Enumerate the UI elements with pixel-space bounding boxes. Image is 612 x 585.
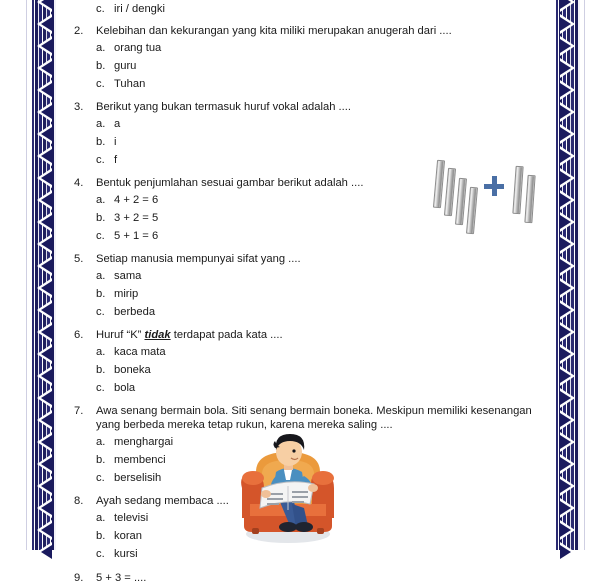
question-text — [96, 328, 552, 342]
question-text: Berikut yang bukan termasuk huruf vokal adalah .... — [96, 101, 351, 113]
stick-3 — [455, 178, 467, 226]
option-key: b. — [96, 288, 106, 300]
chevron-fill-icon — [41, 325, 52, 339]
plus-icon — [484, 176, 504, 196]
chevron-fill-icon — [560, 413, 571, 427]
man-reading-newspaper-illustration — [234, 428, 342, 546]
question-number: 5. — [74, 253, 84, 265]
chevron-fill-icon — [41, 39, 52, 53]
chevron-fill-icon — [560, 193, 571, 207]
chevron-fill-icon — [560, 61, 571, 75]
question-number: 3. — [74, 101, 84, 113]
option-value: mirip — [114, 288, 139, 300]
option-key: a. — [96, 270, 106, 282]
chevron-fill-icon — [560, 523, 571, 537]
chevron-fill-icon — [41, 17, 52, 31]
question-3 — [74, 100, 552, 167]
chevron-fill-icon — [560, 281, 571, 295]
list-item — [74, 135, 552, 149]
list-item — [74, 547, 552, 561]
option-value: guru — [114, 60, 137, 72]
option-key: c. — [96, 548, 105, 560]
question-5 — [74, 252, 552, 319]
question-stem — [74, 252, 552, 266]
stick-4 — [466, 187, 478, 235]
chevron-fill-icon — [560, 215, 571, 229]
chevron-fill-icon — [560, 171, 571, 185]
question-2 — [74, 24, 552, 91]
question-6 — [74, 328, 552, 395]
chevron-fill-icon — [41, 149, 52, 163]
reader-svg — [234, 428, 342, 546]
chevron-fill-icon — [560, 259, 571, 273]
option-value: f — [114, 154, 118, 166]
page-edge-line-left — [26, 0, 27, 550]
question-number: 9. — [74, 572, 84, 584]
chevron-fill-icon — [41, 413, 52, 427]
stick-2 — [444, 168, 456, 217]
question-number: 4. — [74, 177, 84, 189]
option-value: 4 + 2 = 6 — [114, 194, 159, 206]
list-item — [74, 363, 552, 377]
question-text: Bentuk penjumlahan sesuai gambar berikut adalah .... — [96, 177, 364, 189]
question-stem — [74, 100, 552, 114]
stick-6 — [524, 175, 535, 223]
page-edge-line-right — [584, 0, 585, 550]
chevron-fill-icon — [560, 391, 571, 405]
chevron-fill-icon — [560, 457, 571, 471]
option-value: menghargai — [114, 436, 174, 448]
question-number: 7. — [74, 405, 84, 417]
option-key: a. — [96, 42, 106, 54]
chevron-fill-icon — [560, 83, 571, 97]
option-key: b. — [96, 136, 106, 148]
decorative-border-left — [32, 0, 56, 550]
list-item — [74, 345, 552, 359]
list-item — [74, 59, 552, 73]
chevron-fill-icon — [560, 545, 571, 559]
chevron-fill-icon — [560, 501, 571, 515]
option-key: a. — [96, 436, 106, 448]
question-text: 5 + 3 = .... — [96, 572, 147, 584]
option-value: berbeda — [114, 306, 156, 318]
sticks-addition-illustration — [429, 158, 554, 244]
question-text-emphasis: tidak — [144, 329, 171, 341]
border-chevrons-left — [32, 0, 56, 550]
chevron-fill-icon — [560, 0, 571, 9]
chevron-fill-icon — [41, 457, 52, 471]
option-value: koran — [114, 530, 142, 542]
option-value: kaca mata — [114, 346, 166, 358]
option-value: berselisih — [114, 472, 162, 484]
chevron-fill-icon — [41, 127, 52, 141]
option-key: c. — [96, 3, 105, 15]
chevron-fill-icon — [41, 171, 52, 185]
option-key: c. — [96, 306, 105, 318]
chevron-fill-icon — [560, 17, 571, 31]
question-9 — [74, 571, 552, 585]
question-stem — [74, 571, 552, 585]
option-value: iri / dengki — [114, 3, 165, 15]
option-value: 3 + 2 = 5 — [114, 212, 159, 224]
option-key: b. — [96, 454, 106, 466]
question-text: Awa senang bermain bola. Siti senang bermain boneka. Meskipun memiliki kesenangan yang berbeda mereka tetap rukun, karena mereka saling .... — [96, 405, 532, 431]
chevron-fill-icon — [41, 0, 52, 9]
list-item — [74, 77, 552, 91]
chevron-fill-icon — [560, 127, 571, 141]
option-key: a. — [96, 118, 106, 130]
list-item — [74, 2, 552, 16]
question-text-after: terdapat pada kata .... — [170, 329, 283, 341]
question-text: Kelebihan dan kekurangan yang kita miliki merupakan anugerah dari .... — [96, 25, 452, 37]
chevron-fill-icon — [560, 39, 571, 53]
chevron-fill-icon — [41, 545, 52, 559]
decorative-border-right — [556, 0, 580, 550]
chevron-fill-icon — [41, 369, 52, 383]
chevron-fill-icon — [41, 435, 52, 449]
chevron-fill-icon — [41, 237, 52, 251]
question-stem — [74, 328, 552, 342]
option-value: i — [114, 136, 117, 148]
chevron-fill-icon — [560, 149, 571, 163]
option-key: a. — [96, 194, 106, 206]
question-number: 8. — [74, 495, 84, 507]
chevron-fill-icon — [41, 303, 52, 317]
option-value: 5 + 1 = 6 — [114, 230, 159, 242]
question-list — [74, 0, 552, 584]
list-item — [74, 305, 552, 319]
chevron-fill-icon — [560, 105, 571, 119]
option-value: Tuhan — [114, 78, 146, 90]
chevron-fill-icon — [41, 61, 52, 75]
chevron-fill-icon — [560, 435, 571, 449]
stick-5 — [512, 166, 523, 214]
option-key: b. — [96, 60, 106, 72]
option-key: c. — [96, 78, 105, 90]
list-item — [74, 269, 552, 283]
chevron-fill-icon — [41, 83, 52, 97]
chevron-fill-icon — [560, 237, 571, 251]
option-key: c. — [96, 230, 105, 242]
chevron-fill-icon — [41, 215, 52, 229]
chevron-fill-icon — [41, 193, 52, 207]
option-key: b. — [96, 530, 106, 542]
chevron-fill-icon — [560, 325, 571, 339]
question-text-before: Huruf “K” — [96, 329, 145, 341]
chevron-fill-icon — [560, 303, 571, 317]
chevron-fill-icon — [560, 369, 571, 383]
option-key: c. — [96, 472, 105, 484]
chevron-fill-icon — [41, 105, 52, 119]
list-item — [74, 117, 552, 131]
option-key: c. — [96, 382, 105, 394]
chevron-fill-icon — [560, 347, 571, 361]
question-number: 2. — [74, 25, 84, 37]
border-chevrons-right — [556, 0, 580, 550]
option-value: membenci — [114, 454, 166, 466]
chevron-fill-icon — [41, 501, 52, 515]
chevron-fill-icon — [41, 391, 52, 405]
chevron-fill-icon — [41, 347, 52, 361]
chevron-fill-icon — [41, 259, 52, 273]
option-key: a. — [96, 346, 106, 358]
option-value: televisi — [114, 512, 149, 524]
option-value: a — [114, 118, 121, 130]
question-text: Ayah sedang membaca .... — [96, 495, 229, 507]
list-item — [74, 41, 552, 55]
chevron-fill-icon — [41, 523, 52, 537]
list-item — [74, 381, 552, 395]
chevron-fill-icon — [560, 479, 571, 493]
option-key: a. — [96, 512, 106, 524]
question-stem — [74, 24, 552, 38]
option-value: kursi — [114, 548, 138, 560]
stick-1 — [433, 160, 445, 209]
question-number: 6. — [74, 329, 84, 341]
option-value: sama — [114, 270, 142, 282]
question-text: Setiap manusia mempunyai sifat yang .... — [96, 253, 301, 265]
option-value: orang tua — [114, 42, 162, 54]
option-value: bola — [114, 382, 136, 394]
list-item — [74, 287, 552, 301]
chevron-fill-icon — [41, 479, 52, 493]
option-key: b. — [96, 212, 106, 224]
option-key: b. — [96, 364, 106, 376]
option-key: c. — [96, 154, 105, 166]
option-value: boneka — [114, 364, 151, 376]
chevron-fill-icon — [41, 281, 52, 295]
